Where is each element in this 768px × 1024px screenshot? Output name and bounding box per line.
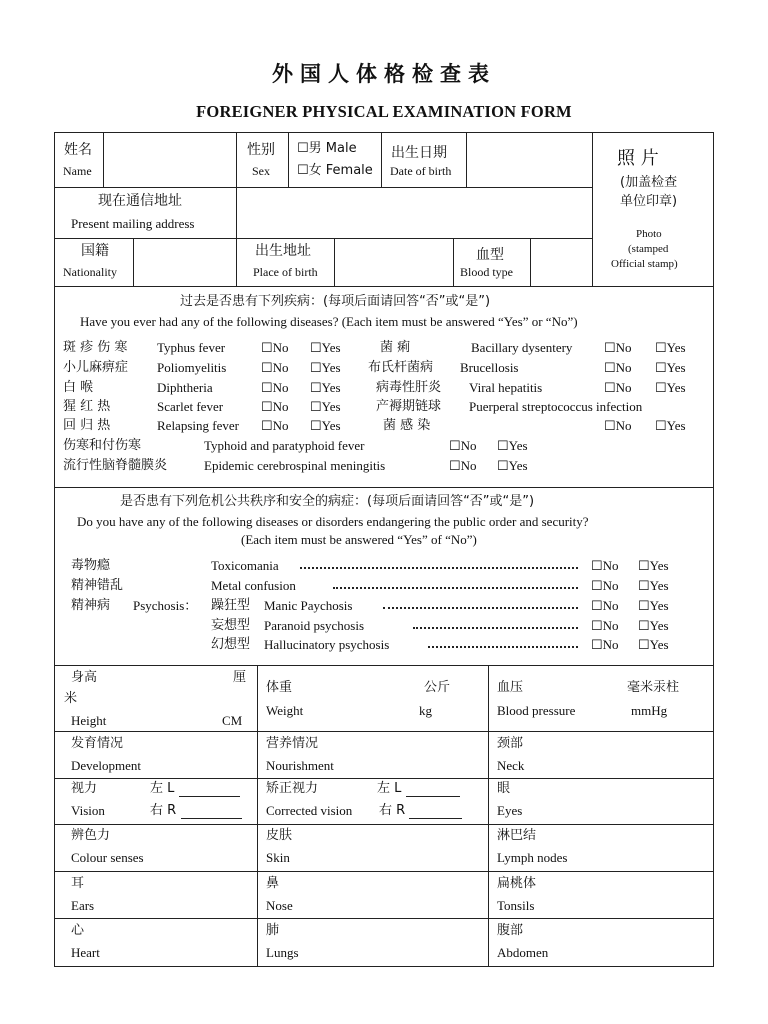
weight-unit-en: kg: [419, 703, 432, 718]
corrected-right-label: 右 R: [379, 803, 406, 818]
blood-label-cn: 血型: [476, 247, 504, 263]
height-unit-cn-2: 米: [64, 691, 78, 706]
heart-label-cn: 心: [71, 923, 85, 938]
disease-cn: 菌 痢: [380, 340, 411, 355]
address-label-cn: 现在通信地址: [98, 193, 182, 209]
no-checkbox[interactable]: ☐No: [449, 438, 477, 453]
section1-question-en: Have you ever had any of the following diseases? (Each item must be answered “Yes” or “No”): [80, 314, 578, 329]
nose-label-en: Nose: [266, 898, 293, 913]
disease-cn: 斑 疹 伤 寒: [63, 340, 128, 355]
disease-en: Relapsing fever: [157, 418, 239, 433]
disease-en: Viral hepatitis: [469, 380, 543, 395]
disease-en: Typhus fever: [157, 340, 226, 355]
nourishment-label-en: Nourishment: [266, 758, 334, 773]
yes-checkbox[interactable]: ☐Yes: [310, 418, 341, 433]
photo-label-cn: 照 片: [617, 148, 659, 169]
no-checkbox[interactable]: ☐No: [591, 637, 619, 652]
disorder-cn: 毒物瘾: [71, 558, 111, 573]
vision-left-label: 左 L: [150, 781, 175, 796]
bp-unit-cn: 毫米汞柱: [627, 680, 680, 695]
blood-label-en: Blood type: [460, 265, 513, 279]
disease-en: Puerperal streptococcus infection: [469, 399, 643, 414]
disease-cn: 伤寒和付伤寒: [63, 438, 142, 453]
disorder-en: Paranoid psychosis: [264, 618, 365, 633]
dob-label-en: Date of birth: [390, 164, 452, 178]
vision-left-field[interactable]: [179, 796, 240, 797]
disease-en: Bacillary dysentery: [471, 340, 573, 355]
photo-label-en: Photo: [636, 228, 662, 240]
no-checkbox[interactable]: ☐No: [261, 340, 289, 355]
lymph-label-cn: 淋巴结: [497, 828, 537, 843]
eyes-label-cn: 眼: [497, 781, 511, 796]
disorder-en: Toxicomania: [211, 558, 279, 573]
yes-checkbox[interactable]: ☐Yes: [638, 618, 669, 633]
section2-question-en: Do you have any of the following diseases or disorders endangering the public order and security?: [77, 514, 589, 529]
development-label-cn: 发育情况: [71, 736, 124, 751]
height-label-cn: 身高: [71, 670, 98, 685]
disorder-en: Metal confusion: [211, 578, 296, 593]
yes-checkbox[interactable]: ☐Yes: [310, 360, 341, 375]
nationality-label-en: Nationality: [63, 265, 117, 279]
no-checkbox[interactable]: ☐No: [604, 360, 632, 375]
sex-label-en: Sex: [252, 164, 270, 178]
photo-stamped: (stamped: [628, 243, 669, 255]
pob-label-en: Place of birth: [253, 265, 318, 279]
vision-right-label: 右 R: [150, 803, 177, 818]
disorder-cn: 幻想型: [211, 637, 251, 652]
section2-question-cn: 是否患有下列危机公共秩序和安全的病症：(每项后面请回答“否”或“是”): [120, 494, 535, 509]
vision-right-field[interactable]: [181, 818, 242, 819]
yes-checkbox[interactable]: ☐Yes: [638, 558, 669, 573]
development-label-en: Development: [71, 758, 142, 773]
disease-en: Brucellosis: [460, 360, 519, 375]
no-checkbox[interactable]: ☐No: [261, 418, 289, 433]
vision-label-en: Vision: [71, 803, 105, 818]
disorder-cn: 妄想型: [211, 618, 251, 633]
disorder-en: Psychosis：: [133, 598, 198, 613]
yes-checkbox[interactable]: ☐Yes: [310, 399, 341, 414]
name-label-cn: 姓名: [64, 142, 92, 158]
disease-cn: 小儿麻痹症: [63, 360, 129, 375]
ears-label-cn: 耳: [71, 876, 85, 891]
yes-checkbox[interactable]: ☐Yes: [655, 418, 686, 433]
corrected-left-field[interactable]: [406, 796, 460, 797]
disease-cn: 回 归 热: [63, 418, 111, 433]
no-checkbox[interactable]: ☐No: [261, 360, 289, 375]
disease-en: Diphtheria: [157, 380, 213, 395]
yes-checkbox[interactable]: ☐Yes: [655, 340, 686, 355]
disease-cn: 白 喉: [63, 380, 94, 395]
disease-cn: 菌 感 染: [383, 418, 431, 433]
colour-label-cn: 辨色力: [71, 828, 111, 843]
disorder-cn: 精神错乱: [71, 578, 124, 593]
name-label-en: Name: [63, 164, 92, 178]
nose-label-cn: 鼻: [266, 876, 280, 891]
bp-label-cn: 血压: [497, 680, 524, 695]
no-checkbox[interactable]: ☐No: [604, 418, 632, 433]
skin-label-en: Skin: [266, 850, 290, 865]
lungs-label-cn: 肺: [266, 923, 280, 938]
abdomen-label-cn: 腹部: [497, 923, 524, 938]
disease-en: Typhoid and paratyphoid fever: [204, 438, 365, 453]
lungs-label-en: Lungs: [266, 945, 299, 960]
weight-unit-cn: 公斤: [424, 680, 451, 695]
yes-checkbox[interactable]: ☐Yes: [497, 438, 528, 453]
tonsils-label-en: Tonsils: [497, 898, 535, 913]
yes-checkbox[interactable]: ☐Yes: [310, 340, 341, 355]
disease-en: Epidemic cerebrospinal meningitis: [204, 458, 386, 473]
corrected-right-field[interactable]: [409, 818, 462, 819]
disorder-cn: 精神病: [71, 598, 111, 613]
female-checkbox[interactable]: ☐女 Female: [297, 163, 373, 178]
photo-note-2: 单位印章): [620, 194, 678, 209]
bp-label-en: Blood pressure: [497, 703, 576, 718]
disease-en: Scarlet fever: [157, 399, 224, 414]
ears-label-en: Ears: [71, 898, 95, 913]
yes-checkbox[interactable]: ☐Yes: [655, 380, 686, 395]
height-unit-cn: 厘: [233, 670, 247, 685]
no-checkbox[interactable]: ☐No: [591, 578, 619, 593]
bp-unit-en: mmHg: [631, 703, 668, 718]
no-checkbox[interactable]: ☐No: [449, 458, 477, 473]
no-checkbox[interactable]: ☐No: [604, 380, 632, 395]
nationality-label-cn: 国籍: [81, 243, 109, 259]
vision-label-cn: 视力: [71, 781, 98, 796]
photo-official-stamp: Official stamp): [611, 258, 678, 270]
yes-checkbox[interactable]: ☐Yes: [638, 598, 669, 613]
section2-question-en-note: (Each item must be answered “Yes” of “No”): [241, 532, 477, 547]
heart-label-en: Heart: [71, 945, 100, 960]
tonsils-label-cn: 扁桃体: [497, 876, 537, 891]
no-checkbox[interactable]: ☐No: [591, 558, 619, 573]
corrected-vision-label-cn: 矫正视力: [266, 781, 319, 796]
skin-label-cn: 皮肤: [266, 828, 293, 843]
no-checkbox[interactable]: ☐No: [604, 340, 632, 355]
corrected-vision-label-en: Corrected vision: [266, 803, 353, 818]
disease-cn: 产褥期链球: [376, 399, 442, 414]
weight-label-cn: 体重: [266, 680, 293, 695]
yes-checkbox[interactable]: ☐Yes: [497, 458, 528, 473]
male-checkbox[interactable]: ☐男 Male: [297, 141, 357, 156]
weight-label-en: Weight: [266, 703, 304, 718]
photo-note-1: (加盖检查: [620, 175, 678, 190]
yes-checkbox[interactable]: ☐Yes: [638, 637, 669, 652]
section1-question-cn: 过去是否患有下列疾病：(每项后面请回答“否”或“是”): [180, 294, 491, 309]
yes-checkbox[interactable]: ☐Yes: [310, 380, 341, 395]
abdomen-label-en: Abdomen: [497, 945, 549, 960]
dob-label-cn: 出生日期: [391, 145, 447, 161]
corrected-left-label: 左 L: [377, 781, 402, 796]
colour-label-en: Colour senses: [71, 850, 144, 865]
lymph-label-en: Lymph nodes: [497, 850, 568, 865]
no-checkbox[interactable]: ☐No: [261, 380, 289, 395]
title-english: FOREIGNER PHYSICAL EXAMINATION FORM: [196, 102, 572, 121]
height-label-en: Height: [71, 713, 107, 728]
neck-label-en: Neck: [497, 758, 525, 773]
disorder-en: Manic Paychosis: [264, 598, 353, 613]
title-chinese: 外国人体格检查表: [272, 62, 496, 86]
no-checkbox[interactable]: ☐No: [261, 399, 289, 414]
disease-cn: 布氏杆菌病: [368, 360, 434, 375]
disease-cn: 流行性脑脊髓膜炎: [63, 458, 168, 473]
neck-label-cn: 颈部: [497, 736, 524, 751]
disease-cn: 病毒性肝炎: [376, 380, 442, 395]
disease-en: Poliomyelitis: [157, 360, 227, 375]
no-checkbox[interactable]: ☐No: [591, 598, 619, 613]
height-unit-en: CM: [222, 713, 243, 728]
eyes-label-en: Eyes: [497, 803, 523, 818]
nourishment-label-cn: 营养情况: [266, 736, 319, 751]
disorder-cn: 躁狂型: [211, 598, 251, 613]
sex-label-cn: 性别: [247, 142, 275, 158]
yes-checkbox[interactable]: ☐Yes: [638, 578, 669, 593]
disease-cn: 猩 红 热: [63, 399, 111, 414]
yes-checkbox[interactable]: ☐Yes: [655, 360, 686, 375]
no-checkbox[interactable]: ☐No: [591, 618, 619, 633]
pob-label-cn: 出生地址: [255, 243, 311, 259]
address-label-en: Present mailing address: [71, 216, 195, 231]
disorder-en: Hallucinatory psychosis: [264, 637, 390, 652]
